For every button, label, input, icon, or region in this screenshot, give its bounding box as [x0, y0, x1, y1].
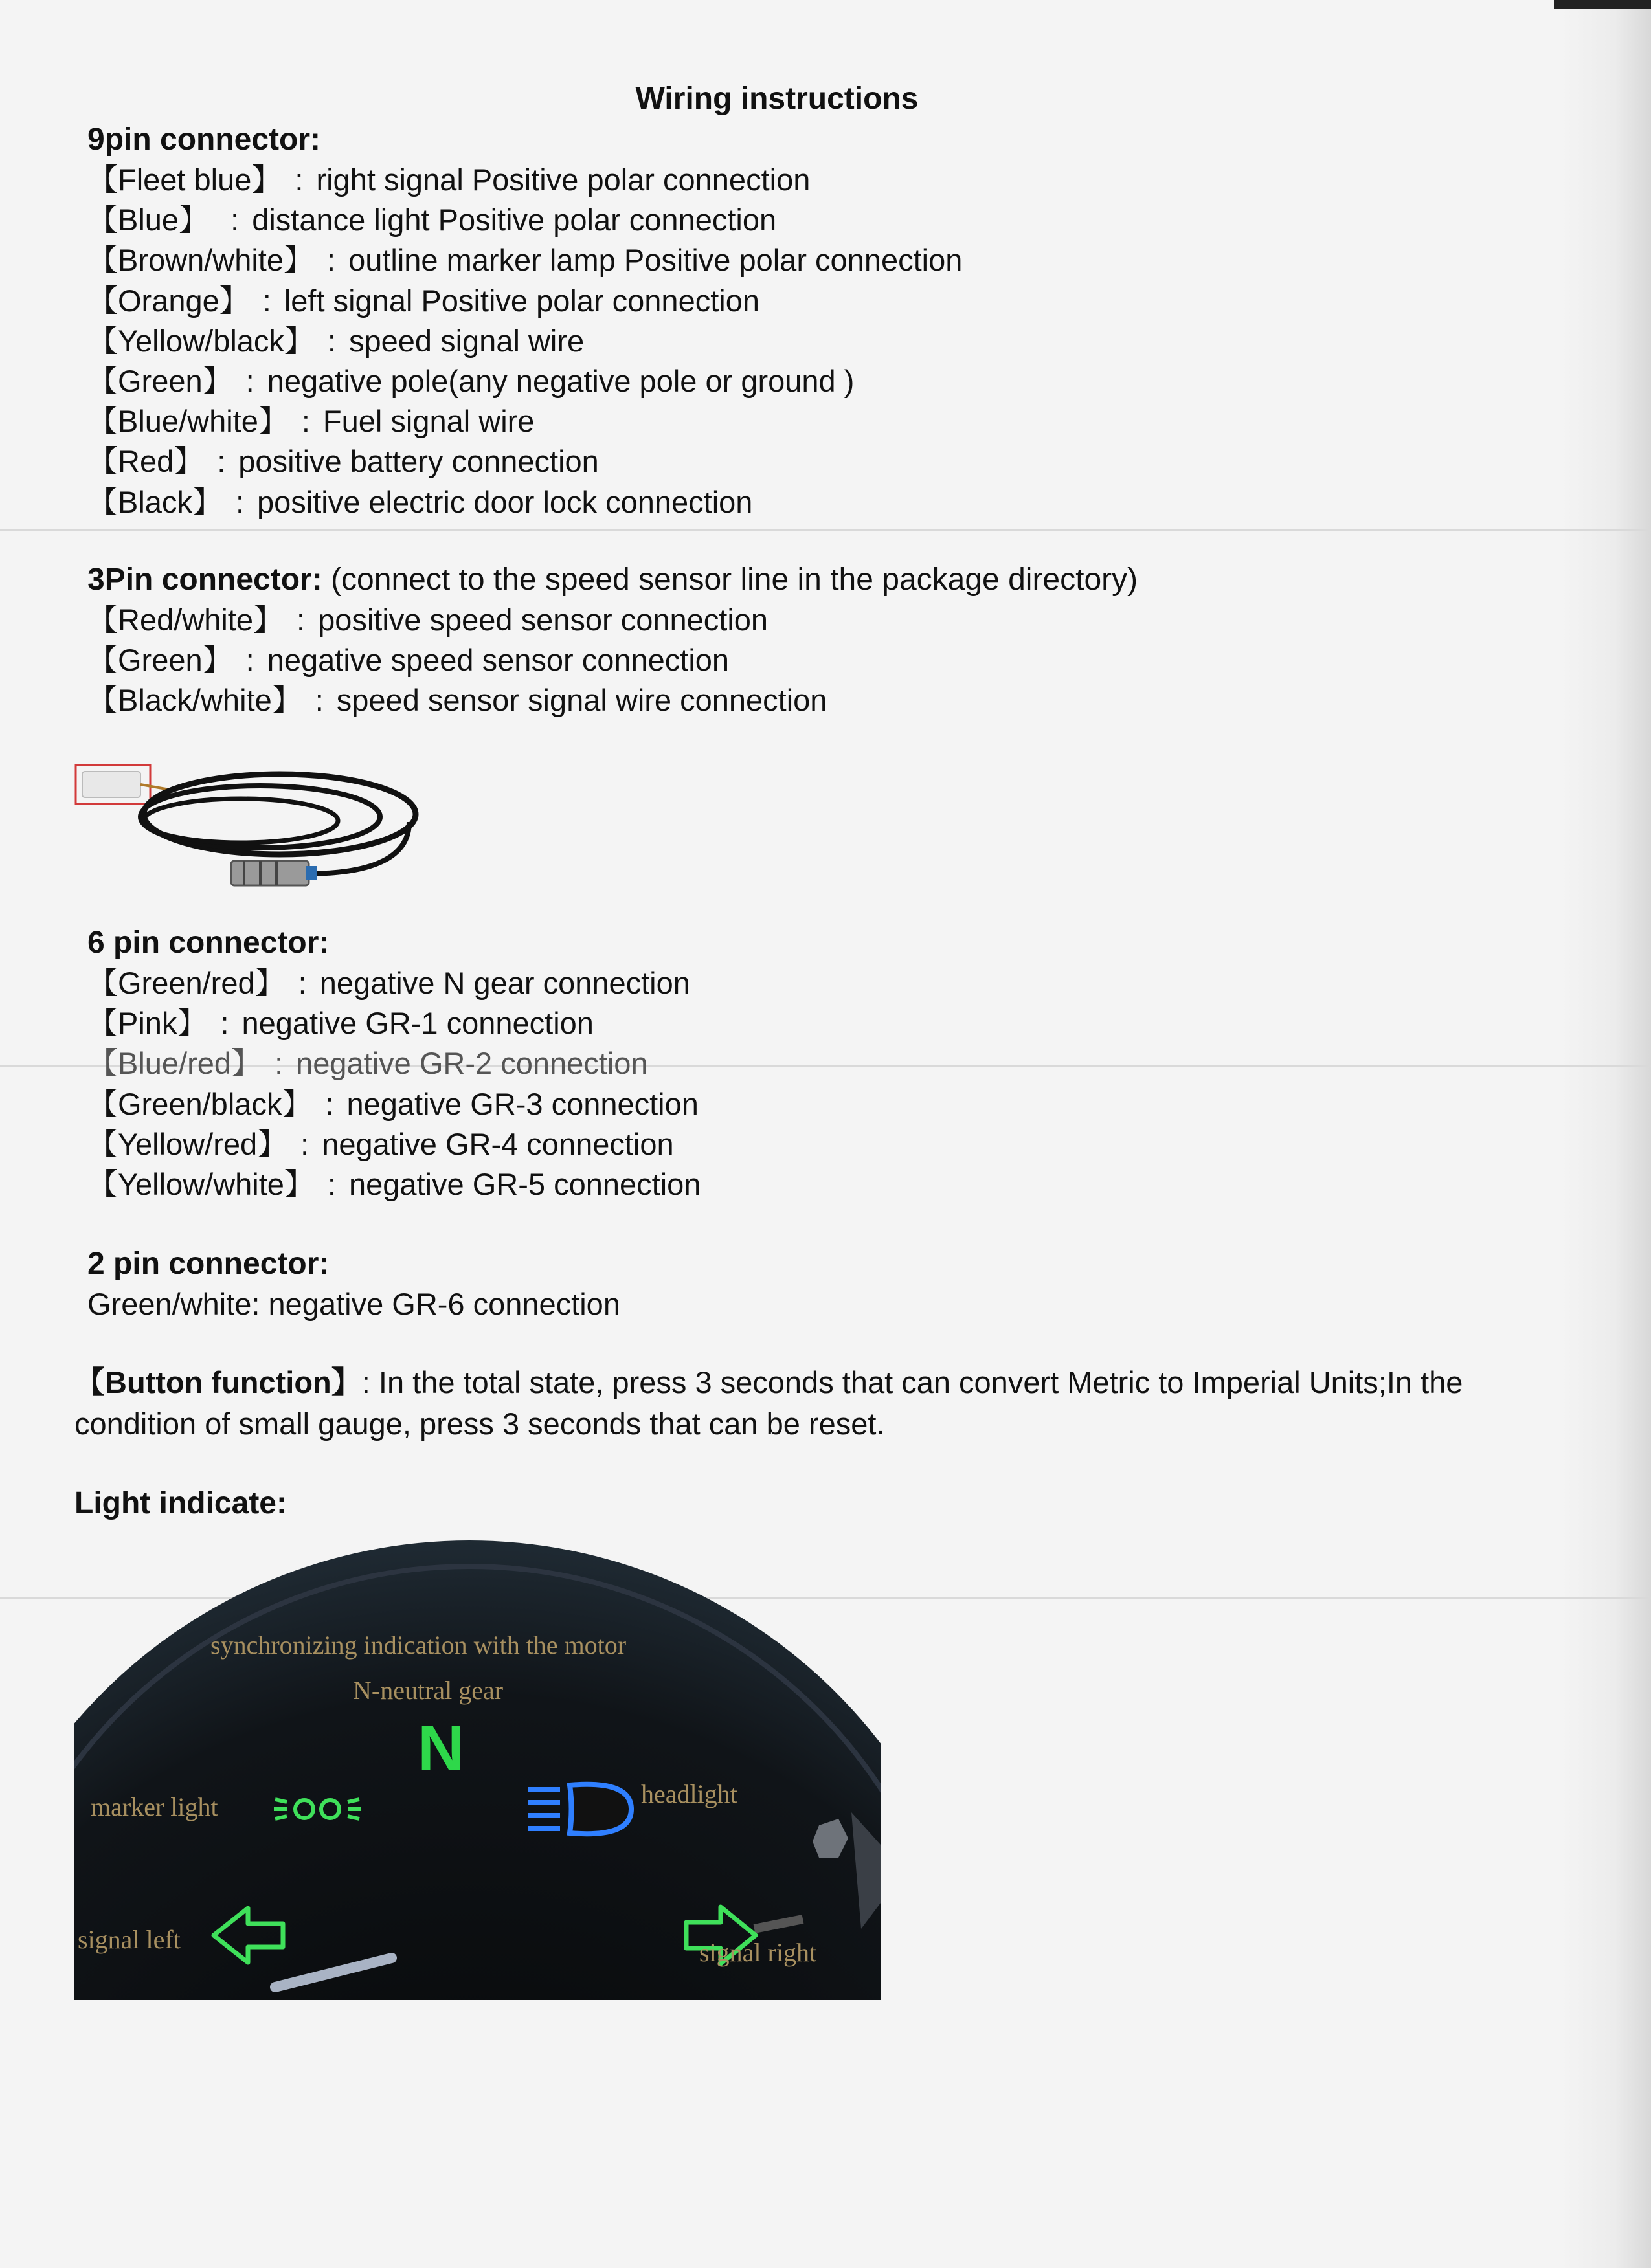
wire-color: 【Green】: [87, 364, 233, 399]
three-pin-heading-line: [87, 560, 1138, 600]
wire-row: [87, 1003, 701, 1043]
button-function-label: 【Button function】: [74, 1365, 362, 1399]
nine-pin-list: [87, 160, 962, 522]
dashboard-dial-image: [74, 1540, 881, 2000]
wire-description: left signal Positive polar connection: [284, 283, 759, 318]
sync-label: synchronizing indication with the motor: [210, 1630, 627, 1660]
separator: :: [325, 1086, 334, 1121]
wire-description: distance light Positive polar connection: [252, 203, 777, 238]
six-pin-heading: 6 pin connector:: [87, 926, 330, 960]
separator: :: [295, 162, 304, 197]
wire-color: 【Green/black】: [87, 1086, 313, 1121]
wire-description: negative pole(any negative pole or ground ): [267, 364, 855, 399]
wire-description: negative N gear connection: [319, 966, 690, 1000]
wire-color: 【Fleet blue】: [87, 162, 282, 197]
nine-pin-heading: 9pin connector:: [87, 122, 321, 157]
separator: :: [262, 283, 271, 318]
marker-light-label: marker light: [91, 1792, 218, 1821]
wire-row: [87, 240, 962, 280]
separator: :: [217, 444, 226, 479]
wire-color: 【Pink】: [87, 1006, 208, 1041]
wire-description: positive speed sensor connection: [318, 603, 769, 637]
separator: :: [315, 683, 324, 718]
wire-description: negative GR-2 connection: [296, 1046, 648, 1081]
three-pin-heading: 3Pin connector:: [87, 562, 322, 597]
separator: :: [301, 404, 310, 439]
wire-description: speed sensor signal wire connection: [336, 683, 827, 718]
button-function-paragraph: [74, 1362, 1531, 1445]
wire-description: negative speed sensor connection: [267, 643, 730, 678]
wire-color: 【Red/white】: [87, 603, 284, 637]
wire-color: 【Green/red】: [87, 966, 286, 1000]
page-title: Wiring instructions: [635, 82, 919, 116]
nine-pin-section: [87, 120, 962, 522]
wire-description: right signal Positive polar connection: [316, 162, 811, 197]
wire-row: [87, 1124, 701, 1164]
separator: :: [275, 1046, 284, 1081]
scan-corner: [1554, 0, 1651, 9]
wire-row: [87, 160, 962, 200]
wire-row: [87, 1164, 701, 1205]
six-pin-section: [87, 923, 701, 1205]
wire-description: positive electric door lock connection: [257, 484, 753, 519]
speed-sensor-image: [73, 751, 435, 900]
signal-right-label: signal right: [699, 1938, 817, 1967]
wire-row: [87, 600, 1138, 640]
wire-color: 【Blue/white】: [87, 404, 289, 439]
wire-row: [87, 963, 701, 1003]
wire-description: positive battery connection: [238, 444, 599, 479]
wire-row: [87, 321, 962, 361]
separator: :: [298, 966, 307, 1000]
wire-description: speed signal wire: [348, 323, 585, 358]
wire-description: negative GR-3 connection: [346, 1086, 699, 1121]
light-indicate-heading: Light indicate:: [74, 1486, 287, 1520]
wire-row: [87, 401, 962, 441]
wire-color: 【Yellow/black】: [87, 323, 315, 358]
separator: :: [327, 1167, 336, 1202]
separator: :: [220, 1006, 229, 1041]
wire-color: 【Orange】: [87, 283, 250, 318]
separator: :: [327, 243, 336, 278]
two-pin-line: Green/white: negative GR-6 connection: [87, 1287, 620, 1321]
fold-line: [0, 529, 1651, 531]
two-pin-section: [87, 1244, 620, 1324]
wire-color: 【Blue/red】: [87, 1046, 262, 1081]
wire-color: 【Black】: [87, 484, 223, 519]
scan-edge: [1560, 0, 1651, 2268]
wire-color: 【Green】: [87, 643, 233, 678]
wire-color: 【Blue】: [87, 203, 218, 238]
headlight-label: headlight: [641, 1779, 737, 1808]
separator: :: [245, 364, 254, 399]
wire-row: [87, 1043, 701, 1084]
wire-color: 【Yellow/white】: [87, 1167, 315, 1202]
wire-description: negative GR-1 connection: [241, 1006, 594, 1041]
wire-row: [87, 1084, 701, 1124]
separator: :: [230, 203, 240, 238]
three-pin-section: [87, 560, 1138, 721]
wire-color: 【Brown/white】: [87, 243, 314, 278]
wire-row: [87, 680, 1138, 720]
wire-row: [87, 361, 962, 401]
wire-color: 【Black/white】: [87, 683, 302, 718]
wire-description: Fuel signal wire: [322, 404, 535, 439]
wire-row: [87, 200, 962, 240]
wire-row: [87, 482, 962, 522]
separator: :: [235, 484, 244, 519]
signal-left-label: signal left: [78, 1925, 181, 1954]
two-pin-heading: 2 pin connector:: [87, 1247, 330, 1281]
separator: :: [300, 1126, 309, 1161]
wire-description: negative GR-5 connection: [348, 1167, 701, 1202]
button-function-text: : In the total state, press 3 seconds that can convert Metric to Imperial Units;In the condition of small gauge, press 3 seconds that can be reset.: [74, 1365, 1463, 1441]
wire-row: [87, 441, 962, 482]
wire-color: 【Yellow/red】: [87, 1126, 288, 1161]
wire-row: [87, 281, 962, 321]
wire-description: negative GR-4 connection: [322, 1126, 674, 1161]
wire-color: 【Red】: [87, 444, 205, 479]
wire-description: outline marker lamp Positive polar connection: [348, 243, 963, 278]
separator: :: [245, 643, 254, 678]
three-pin-note: (connect to the speed sensor line in the package directory): [331, 562, 1138, 597]
neutral-label: N-neutral gear: [353, 1676, 504, 1705]
separator: :: [327, 323, 336, 358]
separator: :: [297, 603, 306, 637]
wire-row: [87, 640, 1138, 680]
neutral-gear-symbol: N: [418, 1712, 465, 1784]
